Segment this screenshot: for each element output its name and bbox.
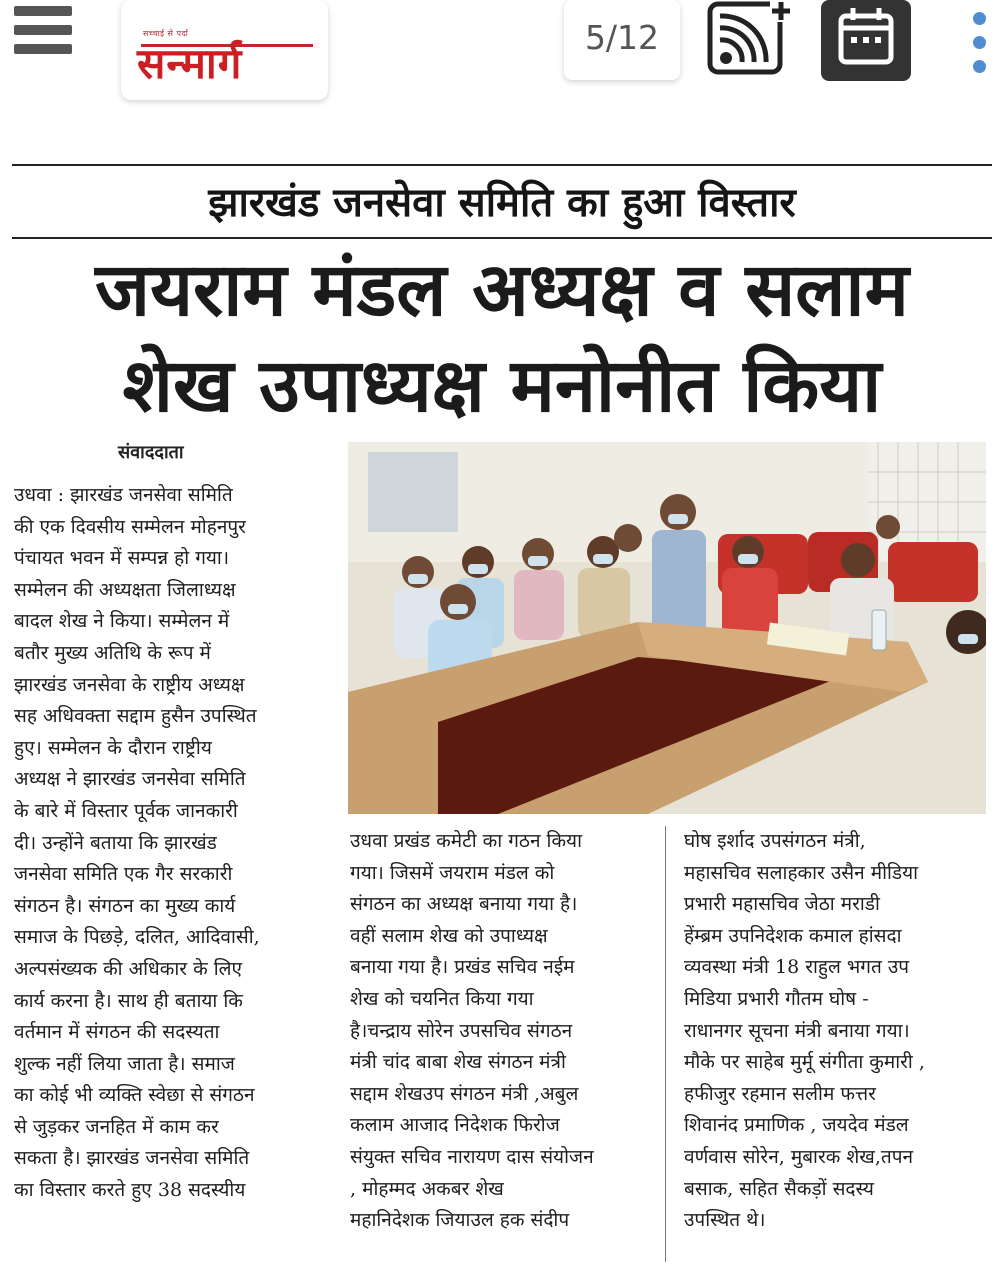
article-text-line: घोष इर्शाद उपसंगठन मंत्री, <box>684 830 866 852</box>
more-vertical-icon[interactable] <box>968 12 990 74</box>
article-text-line: सह अधिवक्ता सद्दाम हुसैन उपस्थित <box>14 705 257 728</box>
headline-line: जयराम मंडल अध्यक्ष व सलाम <box>95 247 909 333</box>
article-text-line: वर्तमान में संगठन की सदस्यता <box>14 1021 220 1044</box>
article-text-line: प्रभारी महासचिव जेठा मराडी <box>684 893 880 916</box>
article-text-line: संगठन का अध्यक्ष बनाया गया है। <box>350 893 578 916</box>
article-text-line: से जुड़कर जनहित में काम कर <box>14 1115 219 1138</box>
rss-feed-icon[interactable] <box>706 0 792 76</box>
article-text-line: संयुक्त सचिव नारायण दास संयोजन <box>350 1145 594 1168</box>
app-top-bar <box>0 0 1006 127</box>
article-text-line: बादल शेख ने किया। सम्मेलन में <box>14 610 230 633</box>
article-text-line: सम्मेलन की अध्यक्षता जिलाध्यक्ष <box>14 578 236 601</box>
newspaper-logo[interactable] <box>121 0 328 100</box>
article-text-line: अल्पसंख्यक की अधिकार के लिए <box>14 957 243 980</box>
article-text-line: समाज के पिछड़े, दलित, आदिवासी, <box>14 926 260 949</box>
article-headline <box>12 242 992 434</box>
article-text-line: हफीजुर रहमान सलीम फत्तर <box>684 1082 876 1105</box>
article-text-line: वर्णवास सोरेन, मुबारक शेख,तपन <box>684 1145 914 1168</box>
article-text-line: गया। जिसमें जयराम मंडल को <box>350 861 555 884</box>
article-photo <box>348 442 986 814</box>
article-text-line: महानिदेशक जियाउल हक संदीप <box>350 1209 570 1232</box>
logo-tagline: सच्चाई से पर्दा <box>143 29 189 38</box>
headline-line: शेख उपाध्यक्ष मनोनीत किया <box>122 343 882 429</box>
column-divider <box>665 826 666 1262</box>
logo-name: सन्मार्ग <box>137 39 243 88</box>
article-text-line: का कोई भी व्यक्ति स्वेछा से संगठन <box>14 1084 255 1107</box>
article-text-line: उधवा प्रखंड कमेटी का गठन किया <box>350 830 582 852</box>
article-text-line: वहीं सलाम शेख को उपाध्यक्ष <box>350 924 548 947</box>
article-text-line: कार्य करना है। साथ ही बताया कि <box>14 989 243 1012</box>
article-text-line: झारखंड जनसेवा के राष्ट्रीय अध्यक्ष <box>14 673 245 696</box>
article-text-line: उपस्थित थे। <box>684 1209 766 1232</box>
article-text-line: हेंम्ब्रम उपनिदेशक कमाल हांसदा <box>684 924 902 947</box>
article-text-line: बसाक, सहित सैकड़ों सदस्य <box>684 1177 874 1200</box>
article-text-line: सकता है। झारखंड जनसेवा समिति <box>14 1147 250 1170</box>
article-text-line: मौके पर साहेब मुर्मू संगीता कुमारी , <box>684 1051 925 1074</box>
article-column-2 <box>350 826 650 1237</box>
page-indicator[interactable]: 5/12 <box>564 0 680 80</box>
article-text-line: उधवा : झारखंड जनसेवा समिति <box>14 484 233 506</box>
article-text-line: व्यवस्था मंत्री 18 राहुल भगत उप <box>684 956 910 979</box>
byline: संवाददाता <box>118 442 184 463</box>
article-text-line: महासचिव सलाहकार उसैन मीडिया <box>684 861 919 884</box>
calendar-button[interactable] <box>821 0 911 81</box>
top-rule <box>12 164 992 166</box>
article-text-line: राधानगर सूचना मंत्री बनाया गया। <box>684 1019 910 1042</box>
article-text-line: मंत्री चांद बाबा शेख संगठन मंत्री <box>350 1051 566 1074</box>
article-text-line: सद्दाम शेखउप संगठन मंत्री ,अबुल <box>350 1082 579 1105</box>
article-text-line: शुल्क नहीं लिया जाता है। समाज <box>14 1052 235 1075</box>
article-text-line: के बारे में विस्तार पूर्वक जानकारी <box>14 799 238 822</box>
article-text-line: हुए। सम्मेलन के दौरान राष्ट्रीय <box>14 736 212 759</box>
article-column-1 <box>14 480 320 1207</box>
article-text-line: , मोहम्मद अकबर शेख <box>350 1177 504 1200</box>
article-text-line: दी। उन्होंने बताया कि झारखंड <box>14 831 217 854</box>
article-text-line: अध्यक्ष ने झारखंड जनसेवा समिति <box>14 768 246 791</box>
article-text-line: का विस्तार करते हुए 38 सदस्यीय <box>14 1179 246 1202</box>
article-text-line: बनाया गया है। प्रखंड सचिव नईम <box>350 956 575 979</box>
article-text-line: जनसेवा समिति एक गैर सरकारी <box>14 863 233 886</box>
calendar-icon <box>821 0 911 81</box>
article-text-line: है।चन्द्राय सोरेन उपसचिव संगठन <box>350 1019 573 1042</box>
article-text-line: बतौर मुख्य अतिथि के रूप में <box>14 641 211 664</box>
article-kicker: झारखंड जनसेवा समिति का हुआ विस्तार <box>208 180 796 226</box>
article-text-line: शिवानंद प्रमाणिक , जयदेव मंडल <box>684 1114 909 1137</box>
article-text-line: संगठन है। संगठन का मुख्य कार्य <box>14 894 236 917</box>
kicker-rule <box>12 237 992 239</box>
article-text-line: पंचायत भवन में सम्पन्न हो गया। <box>14 547 230 570</box>
article-column-3 <box>684 826 984 1237</box>
article-text-line: कलाम आजाद निदेशक फिरोज <box>350 1114 560 1137</box>
hamburger-menu-icon[interactable] <box>14 6 72 54</box>
article-text-line: मिडिया प्रभारी गौतम घोष - <box>684 987 869 1010</box>
newspaper-clipping <box>0 124 1006 1280</box>
article-text-line: की एक दिवसीय सम्मेलन मोहनपुर <box>14 515 246 538</box>
article-text-line: शेख को चयनित किया गया <box>350 987 534 1010</box>
